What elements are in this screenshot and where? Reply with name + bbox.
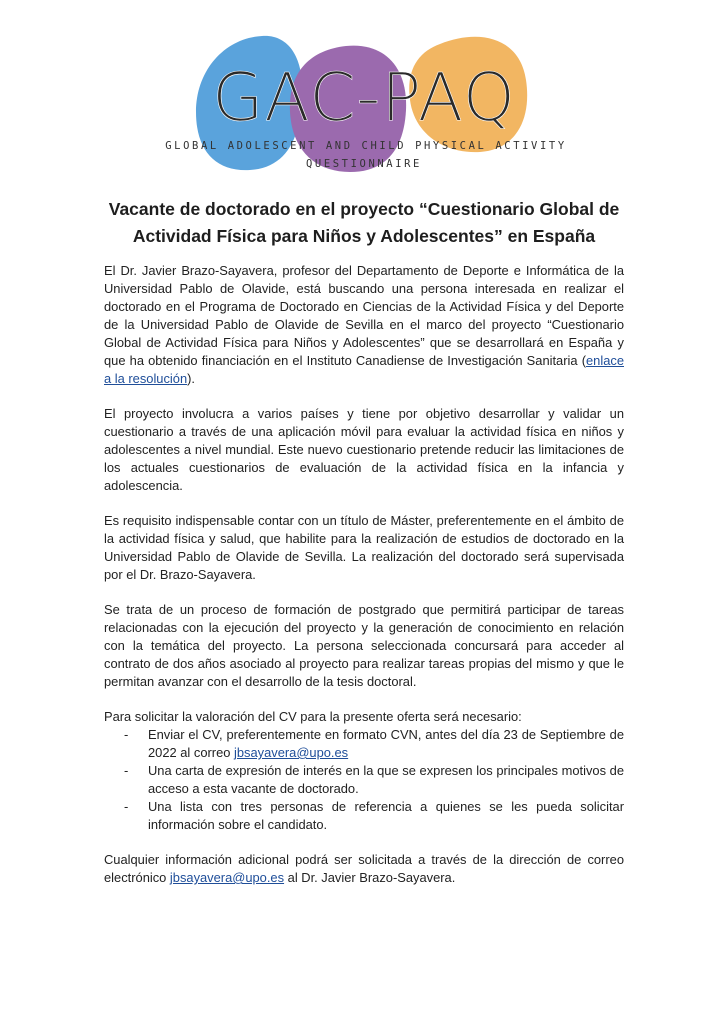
page-title-line1: Vacante de doctorado en el proyecto “Cuestionario Global de — [108, 199, 620, 219]
page-title — [100, 196, 628, 250]
paragraph-contact — [104, 851, 624, 887]
paragraph-project: El proyecto involucra a varios países y tiene por objetivo desarrollar y validar un cuestionario a través de una aplicación móvil para evaluar la actividad física en niños y adolescentes a nivel mundial. Este nuevo cuestionario pretende reducir las limitaciones de los actuales cuestionarios de evaluación de la actividad física en la infancia y adolescencia. — [104, 406, 624, 493]
logo-subtitle-line1: GLOBAL ADOLESCENT AND CHILD PHYSICAL ACTIVITY — [165, 140, 567, 152]
gac-paq-logo — [0, 0, 728, 185]
email-link-cv[interactable]: jbsayavera@upo.es — [234, 745, 349, 760]
paragraph-intro-text: El Dr. Javier Brazo-Sayavera, profesor del Departamento de Deporte e Informática de la Universidad Pablo de Olavide, está buscando una persona interesada en realizar el doctorado en el Programa de Doctorado en Ciencias de la Actividad Física y del Deporte de la Universidad Pablo de Olavide de Sevilla en el marco del proyecto “Cuestionario Global de Actividad Física para Niños y Adolescentes” que se desarrollará en España y que ha obtenido financiación en el Instituto Canadiense de Investigación Sanitaria ( — [104, 263, 624, 368]
paragraph-intro — [104, 262, 624, 388]
list-item-cv — [148, 726, 624, 762]
paragraph-intro-end: ). — [187, 371, 195, 386]
document-body — [104, 262, 624, 904]
paragraph-requirements: Es requisito indispensable contar con un título de Máster, preferentemente en el ámbito de la actividad física y salud, que habilite para la realización de estudios de doctorado en la Universidad Pablo de Olavide de Sevilla. La realización del doctorado será supervisada por el Dr. Brazo-Sayavera. — [104, 513, 624, 582]
paragraph-contact-end: al Dr. Javier Brazo-Sayavera. — [284, 870, 456, 885]
list-item-letter: - Una carta de expresión de interés en la que se expresen los principales motivos de acceso a esta vacante de doctorado. — [148, 762, 624, 798]
paragraph-training: Se trata de un proceso de formación de postgrado que permitirá participar de tareas relacionadas con la ejecución del proyecto y la generación de conocimiento en relación con la temática del proyecto. La persona seleccionada concursará para acceder al contrato de dos años asociado al proyecto para realizar tareas propias del mismo y que le permitan avanzar con el desarrollo de la tesis doctoral. — [104, 602, 624, 689]
resolution-link[interactable]: enlace a la resolución — [104, 353, 624, 386]
page-title-line2: Actividad Física para Niños y Adolescentes” en España — [132, 226, 596, 246]
logo-main-text: GAC-PAQ — [212, 59, 516, 136]
logo-subtitle-line2: QUESTIONNAIRE — [306, 158, 422, 170]
list-item-cv-text: Enviar el CV, preferentemente en formato CVN, antes del día 23 de Septiembre de 2022 al correo — [148, 727, 624, 760]
paragraph-application-intro: Para solicitar la valoración del CV para la presente oferta será necesario: — [104, 709, 522, 724]
list-item-references: - Una lista con tres personas de referencia a quienes se les pueda solicitar información sobre el candidato. — [148, 798, 624, 834]
application-requirements-list — [104, 726, 624, 834]
email-link-contact[interactable]: jbsayavera@upo.es — [169, 870, 285, 885]
paragraph-contact-text: Cualquier información adicional podrá ser solicitada a través de la dirección de correo electrónico — [104, 852, 624, 885]
